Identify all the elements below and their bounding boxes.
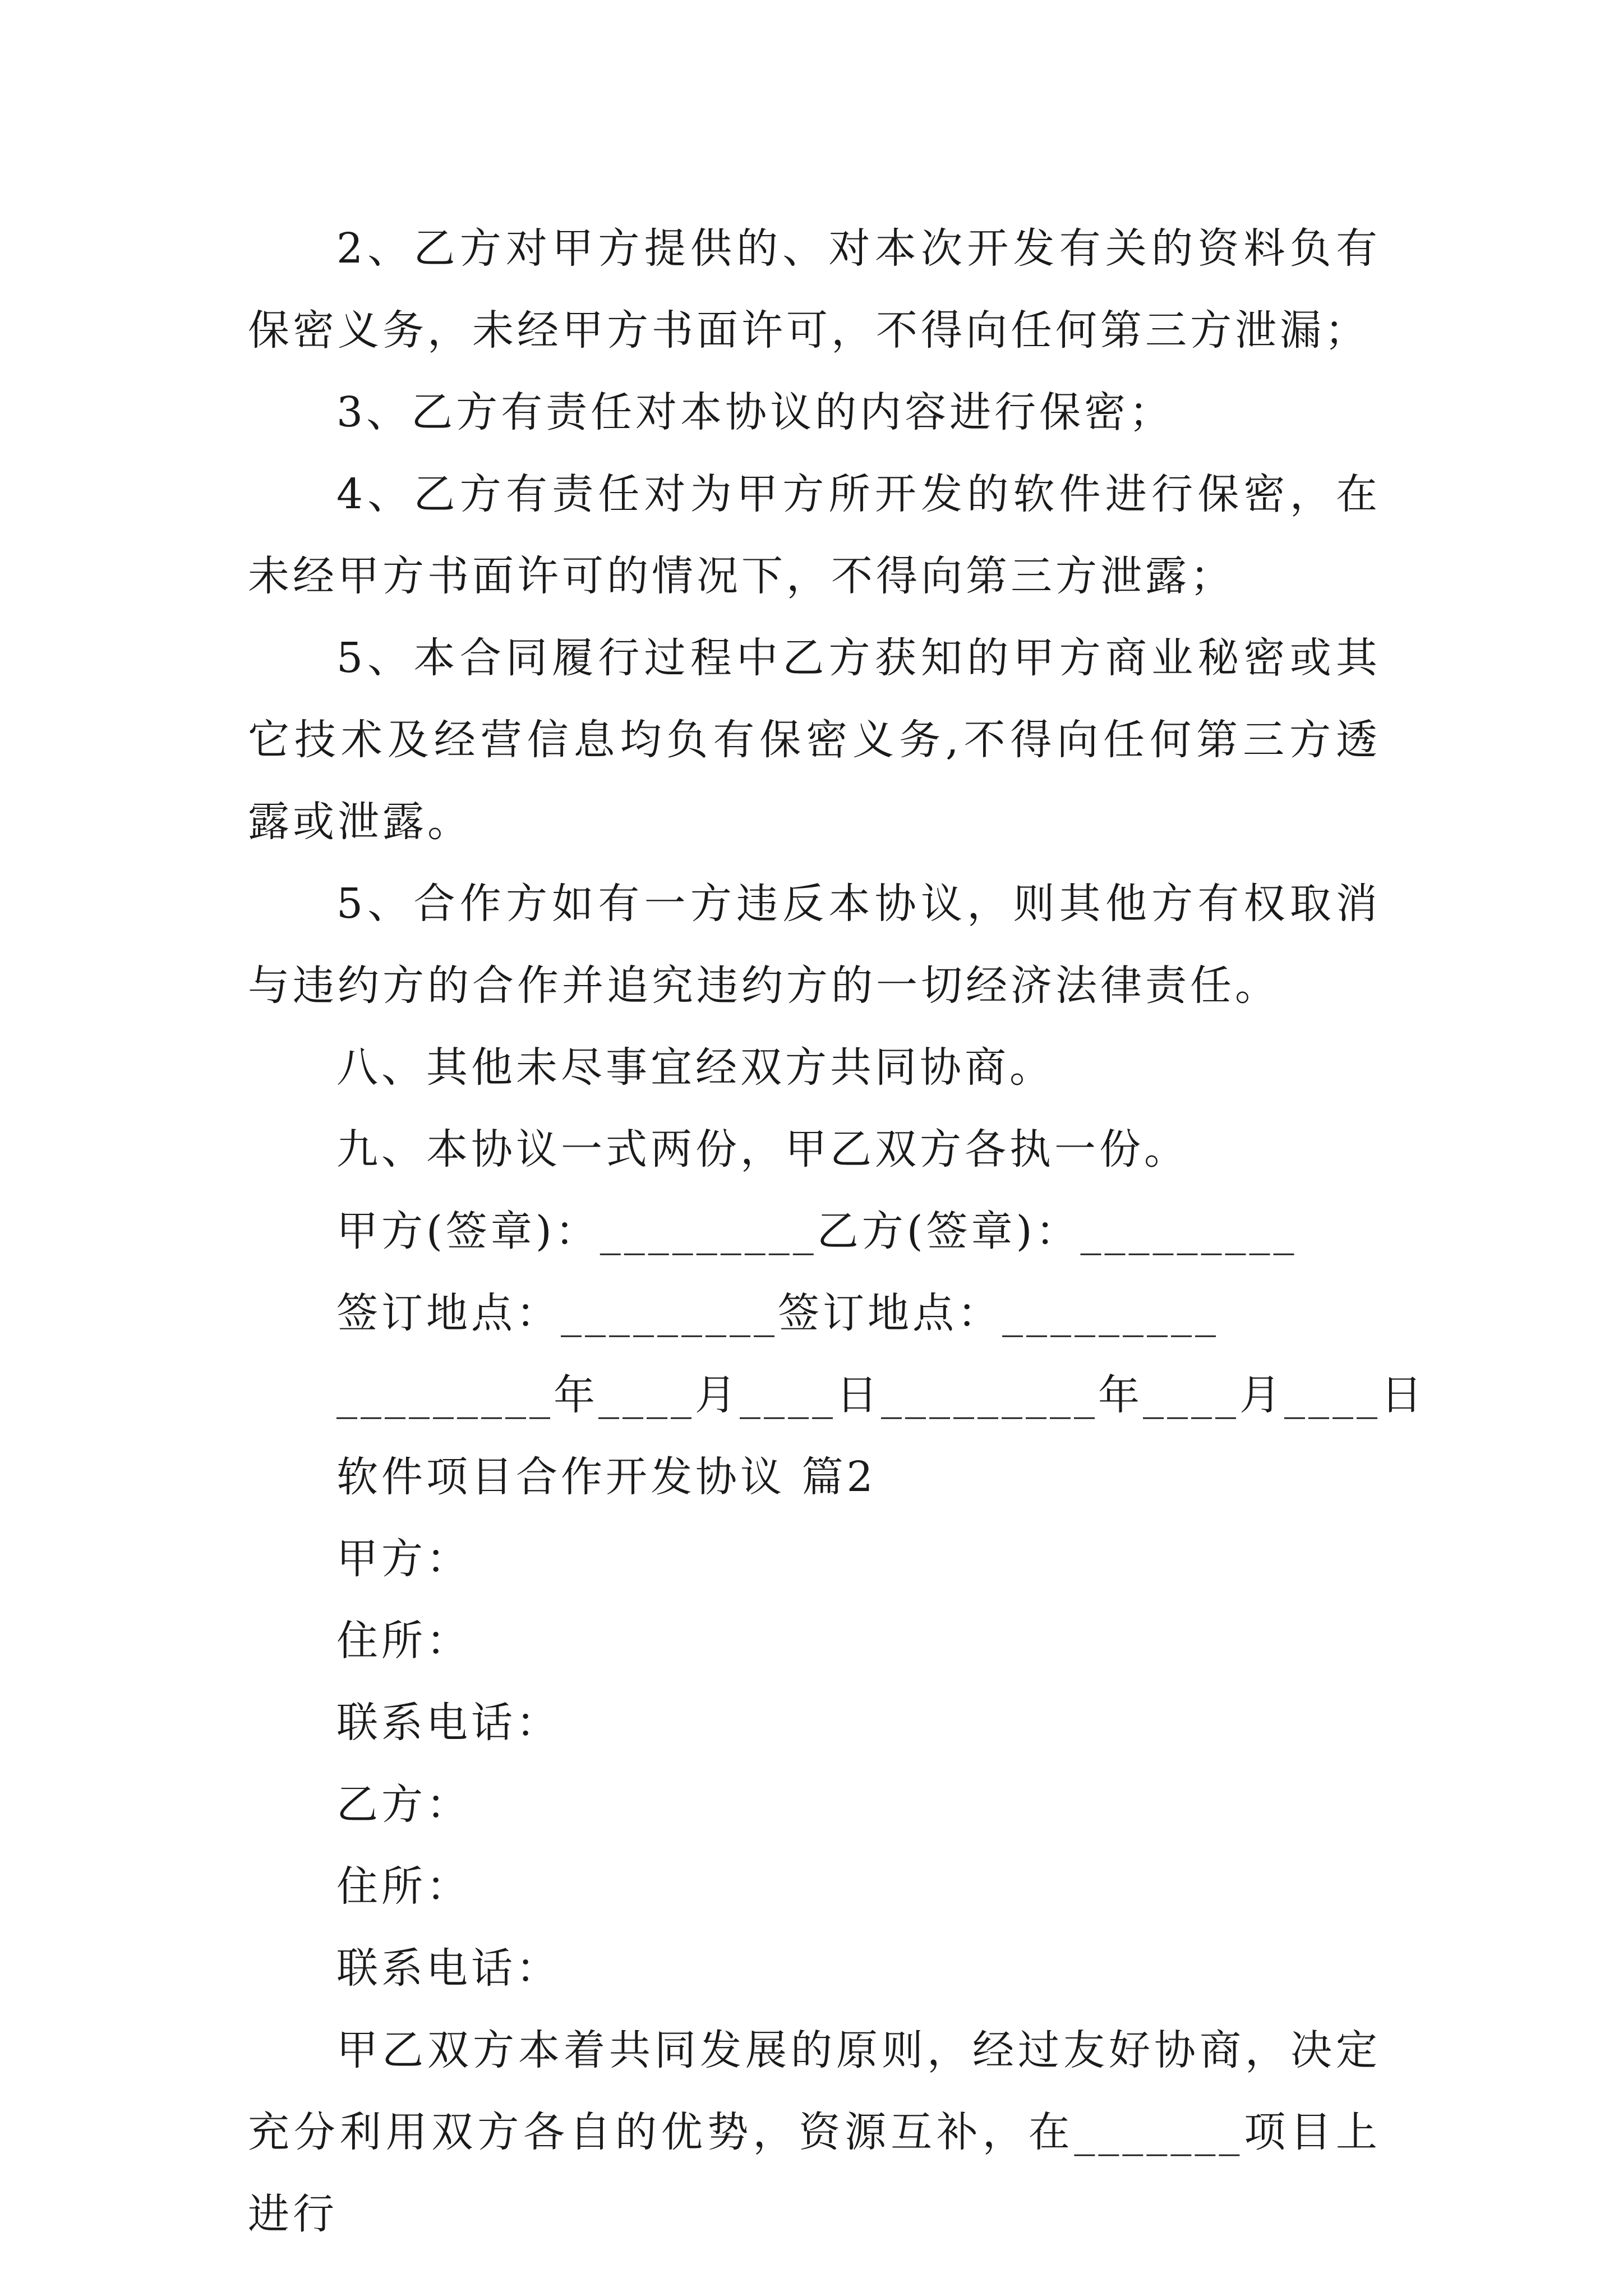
section-title: 软件项目合作开发协议 篇2 [336,1453,877,1501]
signature-line: 甲方(签章)：_________乙方(签章)：_________ [336,1207,1298,1255]
confidentiality-clause-4: 4、乙方有责任对为甲方所开发的软件进行保密，在未经甲方书面许可的情况下，不得向第三方泄露； [248,470,1381,600]
party-a-address-label: 住所： [336,1617,471,1665]
confidentiality-clause-2: 2、乙方对甲方提供的、对本次开发有关的资料负有保密义务，未经甲方书面许可，不得向任何第三方泄漏； [248,224,1381,355]
cooperation-intro-paragraph: 甲乙双方本着共同发展的原则，经过友好协商，决定充分利用双方各自的优势，资源互补，在_______项目上进行 [248,2026,1381,2238]
party-b-label: 乙方： [336,1780,471,1829]
party-b-address-label: 住所： [336,1862,471,1911]
signing-place-line: 签订地点：_________签订地点：_________ [336,1289,1219,1337]
clause-nine: 九、本协议一式两份，甲乙双方各执一份。 [336,1125,1189,1174]
confidentiality-clause-3: 3、乙方有责任对本协议的内容进行保密； [336,388,1174,436]
signing-date-line: _________年____月____日_________年____月____日 [336,1371,1426,1419]
confidentiality-clause-5: 5、本合同履行过程中乙方获知的甲方商业秘密或其它技术及经营信息均负有保密义务,不得向任何第三方透露或泄露。 [248,634,1381,846]
breach-clause: 5、合作方如有一方违反本协议，则其他方有权取消与违约方的合作并追究违约方的一切经济法律责任。 [248,880,1381,1010]
party-a-label: 甲方： [336,1535,471,1583]
party-b-phone-label: 联系电话： [336,1944,561,1993]
clause-eight: 八、其他未尽事宜经双方共同协商。 [336,1043,1054,1092]
document-body [248,208,1426,2255]
party-a-phone-label: 联系电话： [336,1699,561,1747]
